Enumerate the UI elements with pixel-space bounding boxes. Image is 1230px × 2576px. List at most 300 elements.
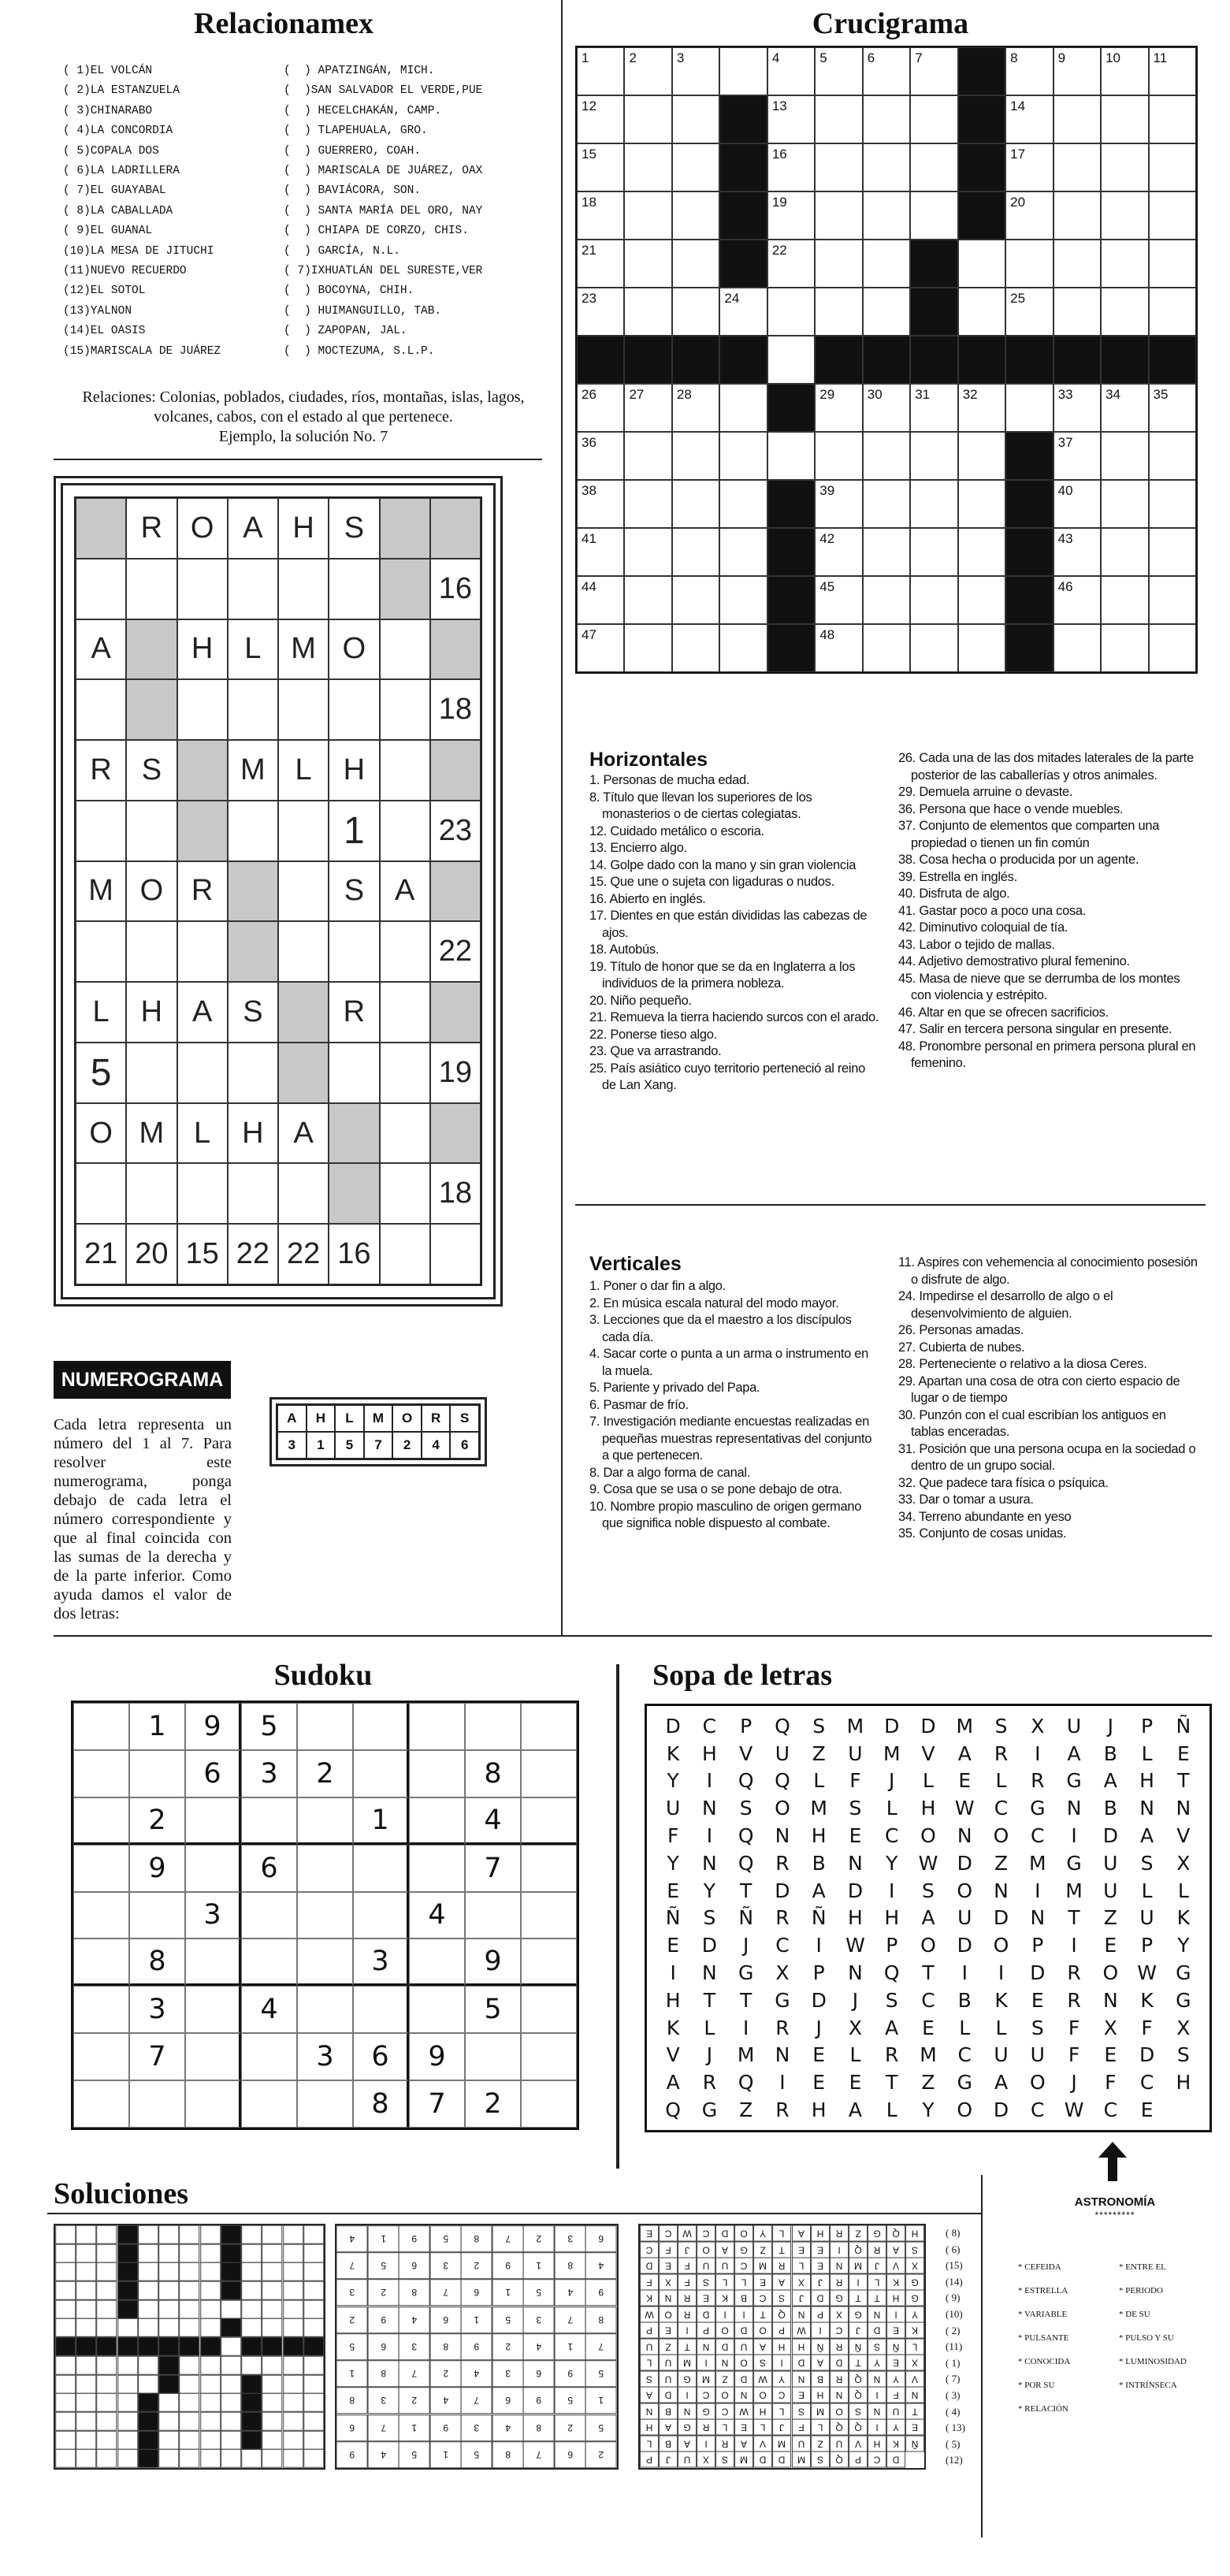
crossword-solution-cell xyxy=(76,2225,96,2244)
clue-number: 15 xyxy=(582,147,596,162)
relacion-row xyxy=(63,281,536,301)
numerograma-cell xyxy=(126,801,177,861)
crossword-solution-cell xyxy=(283,2412,303,2431)
word-search-letter: A xyxy=(921,1906,935,1930)
word-search-letter: T xyxy=(922,1961,935,1985)
word-search-letter: P xyxy=(1031,1934,1044,1957)
word-search-solution-letter: L xyxy=(792,2258,811,2274)
crossword-solution-cell xyxy=(158,2281,179,2300)
word-search-solution-letter: D xyxy=(697,2307,715,2323)
sudoku-cell: 3 xyxy=(241,1750,297,1797)
crossword-cell xyxy=(672,432,719,480)
crossword-cell xyxy=(1005,336,1053,384)
word-search-solution-letter: K xyxy=(640,2290,659,2307)
word-search-solution-letter: K xyxy=(715,2290,734,2307)
crossword-solution-cell xyxy=(262,2375,282,2394)
word-search-solution-letter: O xyxy=(753,2387,772,2403)
sudoku-cell xyxy=(241,1939,297,1986)
clue-number: 41 xyxy=(582,531,596,546)
clue-number: 17 xyxy=(1010,147,1026,162)
crossword-cell xyxy=(1005,191,1053,240)
word-search-letter: E xyxy=(1176,1741,1190,1765)
crossword-solution-cell xyxy=(283,2262,303,2281)
crossword-solution-cell xyxy=(200,2318,221,2337)
word-search-letter: N xyxy=(848,1851,863,1875)
word-search-letter: S xyxy=(994,1714,1008,1738)
numerograma-cell: M xyxy=(278,619,329,680)
word-search-letter: A xyxy=(848,2098,863,2122)
word-search-letter: P xyxy=(812,1961,825,1985)
sudoku-solution-cell: 9 xyxy=(492,2252,524,2279)
crossword-cell xyxy=(624,240,671,288)
word-search-solution-letter: N xyxy=(905,2387,924,2403)
word-search-solution-letter: D xyxy=(830,2355,849,2371)
word-search-solution-letter: N xyxy=(830,2387,849,2403)
numerograma-cell xyxy=(177,1043,228,1103)
numerograma-cell: L xyxy=(76,982,126,1043)
astro-word: * CONOCIDA xyxy=(1018,2357,1071,2366)
clue-number: 2 xyxy=(629,50,637,65)
clue-number: 14 xyxy=(1010,99,1026,113)
relacion-place: ( 1)EL VOLCÁN xyxy=(63,65,153,77)
word-search-solution-letter: X xyxy=(697,2451,715,2468)
relacion-state: ( ) ZAPOPAN, JAL. xyxy=(284,325,407,338)
word-search-letter: D xyxy=(775,1879,790,1902)
word-search-letter: R xyxy=(775,2098,790,2122)
numerograma-cell xyxy=(380,498,430,559)
crossword-solution-cell xyxy=(179,2262,199,2281)
numerograma-cell: M xyxy=(126,1103,177,1164)
relacion-place: (10)LA MESA DE JITUCHI xyxy=(63,244,214,258)
clue-item: 18. Autobús. xyxy=(589,942,660,957)
word-search-solution-letter: Z xyxy=(811,2436,830,2452)
word-search-letter: A xyxy=(957,1741,972,1765)
word-search-letter: X xyxy=(775,1961,790,1985)
numerograma-cell xyxy=(329,921,379,982)
numerograma-cell: S xyxy=(126,740,177,801)
word-search-letter: G xyxy=(1066,1851,1082,1875)
sudoku-cell xyxy=(73,1986,129,2033)
astronomia-title: ASTRONOMÍA xyxy=(1074,2195,1156,2209)
sudoku-solution-cell: 8 xyxy=(555,2252,586,2279)
crossword-cell xyxy=(672,240,719,288)
sudoku-cell xyxy=(129,1892,185,1939)
crossword-solution-cell xyxy=(76,2431,96,2450)
key-letter: R xyxy=(422,1405,451,1432)
clue-item: 23. Que va arrastrando. xyxy=(589,1044,722,1058)
word-search-solution-letter: F xyxy=(886,2387,905,2403)
word-search-solution-letter: L xyxy=(715,2274,734,2291)
sudoku-solution-cell: 9 xyxy=(585,2279,617,2306)
crossword-cell xyxy=(910,432,957,480)
crossword-cell xyxy=(958,336,1005,384)
word-search-letter: F xyxy=(1068,2016,1080,2039)
sudoku-solution-cell: 1 xyxy=(585,2387,617,2414)
sudoku-solution-cell: 7 xyxy=(336,2252,368,2279)
word-search-letter: O xyxy=(775,1797,790,1820)
crossword-cell xyxy=(767,480,815,528)
crossword-cell xyxy=(910,624,957,672)
clue-number: 3 xyxy=(676,50,685,65)
sudoku-solution-cell: 5 xyxy=(399,2441,430,2468)
numerograma-cell: O xyxy=(126,861,177,922)
word-search-solution-letter: G xyxy=(905,2274,924,2291)
crossword-cell xyxy=(863,384,910,432)
word-search-solution-letter: O xyxy=(753,2322,772,2339)
crossword-cell xyxy=(624,624,671,672)
word-search-solution-letter: A xyxy=(753,2339,772,2355)
relacion-place: ( 2)LA ESTANZUELA xyxy=(63,84,180,98)
word-search-solution-letter: D xyxy=(753,2451,772,2468)
crossword-solution-cell xyxy=(221,2318,241,2337)
crossword-cell xyxy=(767,288,815,336)
clue-item: 15. Que une o sujeta con ligaduras o nudos. xyxy=(589,875,834,889)
word-search-letter: K xyxy=(994,1988,1008,2012)
word-search-letter: W xyxy=(1137,1961,1157,1985)
word-search-solution-letter: S xyxy=(811,2451,830,2468)
crossword-solution-cell xyxy=(200,2375,221,2394)
word-search-solution-letter: P xyxy=(772,2322,791,2339)
word-search-solution-letter: G xyxy=(849,2307,868,2323)
sudoku-cell xyxy=(297,1703,353,1750)
crossword-solution-cell xyxy=(241,2262,262,2281)
crossword-solution-cell xyxy=(221,2337,241,2356)
clue-item: 42. Diminutivo coloquial de tía. xyxy=(898,920,1068,935)
word-search-letter: S xyxy=(1031,2016,1044,2039)
crossword-cell xyxy=(767,432,815,480)
word-search-solution-letter: E xyxy=(811,2258,830,2274)
word-search-solution-letter: H xyxy=(753,2403,772,2420)
word-search-letter: A xyxy=(885,2016,899,2039)
crossword-solution-cell xyxy=(117,2244,138,2263)
word-search-letter: U xyxy=(1103,1879,1118,1902)
clue-item: 24. Impedirse el desarrollo de algo o el desenvolvimiento de alguien. xyxy=(898,1289,1113,1321)
word-search-solution-letter: B xyxy=(659,2436,678,2452)
word-search-letter: J xyxy=(816,2016,822,2039)
word-search-solution-letter: M xyxy=(753,2258,772,2274)
word-search-letter: U xyxy=(1103,1851,1118,1875)
numerograma-cell: A xyxy=(278,1103,329,1164)
crossword-solution-cell xyxy=(117,2281,138,2300)
crossword-solution-cell xyxy=(303,2356,324,2375)
word-search-solution-letter: V xyxy=(886,2258,905,2274)
sudoku-cell xyxy=(353,1703,409,1750)
sudoku-cell xyxy=(241,2033,297,2080)
word-search-letter: Ñ xyxy=(738,1906,754,1930)
word-search-solution-letter: Z xyxy=(659,2339,678,2355)
crossword-solution-cell xyxy=(55,2337,76,2356)
crossword-cell xyxy=(719,191,767,240)
word-search-letter: Q xyxy=(738,2071,754,2095)
word-search-letter: C xyxy=(921,1988,935,2012)
crossword-solution-cell xyxy=(55,2393,76,2412)
word-search-solution-letter: C xyxy=(715,2403,734,2420)
crossword-solution-cell xyxy=(283,2337,303,2356)
clue-item: 44. Adjetivo demostrativo plural femenino. xyxy=(898,954,1130,968)
word-search-solution-letter: D xyxy=(811,2290,830,2307)
word-search-solution-letter: R xyxy=(868,2242,886,2258)
numerograma-cell: 22 xyxy=(278,1224,329,1284)
clue-item: 4. Sacar corte o punta a un arma o instrumento en la muela. xyxy=(589,1347,869,1378)
clue-item: 8. Título que llevan los superiores de los monasterios o de ciertas colegiatas. xyxy=(589,790,812,821)
crossword-solution-cell xyxy=(283,2300,303,2319)
sudoku-cell xyxy=(241,1892,297,1939)
sudoku-cell xyxy=(409,1750,465,1797)
word-search-letter: N xyxy=(775,2043,790,2067)
relacion-answer: (14) xyxy=(946,2275,963,2288)
word-search-solution-letter: P xyxy=(640,2451,659,2468)
word-search-solution-letter: C xyxy=(659,2225,678,2242)
numerograma-cell xyxy=(380,801,430,861)
sudoku-cell xyxy=(129,1750,185,1797)
crossword-cell xyxy=(767,143,815,191)
sudoku-cell xyxy=(241,1797,297,1845)
clue-item: 19. Título de honor que se da en Inglaterra a los individuos de la primera nobleza. xyxy=(589,959,856,991)
crossword-solution-cell xyxy=(138,2225,158,2244)
clue-item: 21. Remueva la tierra haciendo surcos con el arado. xyxy=(589,1010,879,1024)
sudoku-cell xyxy=(409,1797,465,1845)
crossword-cell xyxy=(1149,624,1196,672)
numerograma-instructions: Cada letra representa un número del 1 al 7. Para resolver este numerograma, ponga debajo de cada letra el número correspondiente y que al final coincida con las sumas de la derecha y de la parte inferior. Como ayuda damos el valor de dos letras: xyxy=(54,1416,232,1623)
numerograma-cell xyxy=(228,559,278,619)
relacion-state: ( 7)IXHUATLÁN DEL SURESTE,VER xyxy=(284,265,483,278)
crossword-solution-cell xyxy=(138,2262,158,2281)
crossword-solution-cell xyxy=(241,2375,262,2394)
word-search-solution-letter: J xyxy=(811,2274,830,2291)
sudoku-solution-cell: 4 xyxy=(399,2307,430,2333)
crossword-cell xyxy=(719,288,767,336)
numerograma-cell: A xyxy=(228,498,278,559)
word-search-solution-letter: U xyxy=(715,2258,734,2274)
word-search-letter: J xyxy=(706,2043,713,2067)
crossword-solution-cell xyxy=(117,2356,138,2375)
sudoku-solution-cell: 1 xyxy=(368,2225,399,2252)
crossword-cell xyxy=(863,336,910,384)
crossword-cell xyxy=(1005,624,1053,672)
word-search-solution-letter: Z xyxy=(753,2242,772,2258)
crossword-cell xyxy=(815,480,862,528)
relacion-state: ( ) BOCOYNA, CHIH. xyxy=(284,284,414,298)
word-search-solution-letter: N xyxy=(792,2307,811,2323)
numerograma-cell xyxy=(228,861,278,922)
sudoku-grid xyxy=(71,1701,579,2130)
clue-number: 43 xyxy=(1057,531,1073,546)
crossword-solution-cell xyxy=(96,2375,117,2394)
crossword-cell xyxy=(1005,384,1053,432)
word-search-solution-letter: E xyxy=(697,2290,715,2307)
crossword-solution-cell xyxy=(241,2356,262,2375)
word-search-letter: N xyxy=(1066,1797,1082,1820)
sudoku-solution-cell: 9 xyxy=(399,2225,430,2252)
word-search-letter: E xyxy=(1140,2098,1154,2122)
word-search-letter: N xyxy=(1030,1906,1046,1930)
word-search-solution-letter: N xyxy=(697,2339,715,2355)
crossword-cell xyxy=(624,576,671,624)
numerograma-cell xyxy=(430,1103,481,1164)
clue-number: 20 xyxy=(1010,195,1026,210)
word-search-letter: C xyxy=(702,1714,717,1738)
word-search-letter: F xyxy=(1105,2071,1117,2095)
word-search-solution-letter: Ñ xyxy=(905,2436,924,2452)
word-search-letter: E xyxy=(667,1879,680,1902)
word-search-letter: U xyxy=(1030,2043,1045,2067)
key-number: 4 xyxy=(422,1432,451,1459)
numerograma-cell: H xyxy=(329,740,379,801)
sudoku-cell xyxy=(521,1797,577,1845)
word-search-letter: N xyxy=(1176,1797,1191,1820)
word-search-letter: M xyxy=(920,2043,937,2067)
clue-number: 30 xyxy=(867,387,883,402)
sudoku-solution-cell: 4 xyxy=(585,2252,617,2279)
clue-number: 22 xyxy=(771,243,787,258)
word-search-solution-letter: L xyxy=(753,2419,772,2436)
sudoku-solution-cell: 8 xyxy=(430,2333,462,2360)
word-search-solution-letter: X xyxy=(905,2355,924,2371)
word-search-letter: A xyxy=(1140,1824,1154,1848)
crossword-solution-cell xyxy=(241,2431,262,2450)
word-search-letter: C xyxy=(957,2043,972,2067)
word-search-solution-letter: R xyxy=(830,2274,849,2291)
word-search-solution-letter: D xyxy=(715,2225,734,2242)
sudoku-solution-cell: 5 xyxy=(336,2333,368,2360)
sudoku-solution-cell: 7 xyxy=(555,2307,586,2333)
crossword-cell xyxy=(863,191,910,240)
sudoku-solution-cell: 6 xyxy=(461,2279,492,2306)
word-search-letter: T xyxy=(740,1879,752,1902)
word-search-letter: T xyxy=(740,1988,752,2012)
word-search-letter: E xyxy=(849,2071,862,2095)
word-search-letter: N xyxy=(994,1879,1009,1902)
word-search-letter: E xyxy=(812,2071,826,2095)
crossword-cell xyxy=(1101,240,1148,288)
word-search-letter: A xyxy=(994,2071,1009,2095)
word-search-letter: K xyxy=(666,2016,680,2039)
word-search-letter: I xyxy=(742,2016,749,2039)
crossword-solution-cell xyxy=(158,2375,179,2394)
crossword-cell xyxy=(815,432,862,480)
sudoku-solution-cell: 7 xyxy=(430,2279,462,2306)
word-search-letter: K xyxy=(666,1741,680,1765)
relacion-row xyxy=(63,162,536,181)
clue-item: 1. Personas de mucha edad. xyxy=(589,773,750,787)
sudoku-cell xyxy=(465,1703,521,1750)
crossword-solution-cell xyxy=(241,2449,262,2468)
relacion-answer: (12) xyxy=(946,2454,963,2466)
word-search-solution-letter: A xyxy=(792,2225,811,2242)
word-search-solution-letter: P xyxy=(640,2322,659,2339)
word-search-solution-letter: I xyxy=(868,2419,886,2436)
word-search-letter: B xyxy=(1103,1797,1117,1820)
sudoku-cell xyxy=(521,1986,577,2033)
crossword-cell xyxy=(1005,288,1053,336)
crossword-solution-cell xyxy=(96,2262,117,2281)
word-search-letter: D xyxy=(957,1851,972,1875)
word-search-solution-letter: S xyxy=(715,2451,734,2468)
clue-number: 8 xyxy=(1010,50,1018,65)
relacion-state: ( ) SANTA MARÍA DEL ORO, NAY xyxy=(284,204,483,217)
word-search-solution-letter: X xyxy=(905,2258,924,2274)
word-search-letter: O xyxy=(1102,1961,1119,1985)
word-search-solution-letter: D xyxy=(715,2339,734,2355)
crossword-solution-cell xyxy=(241,2281,262,2300)
word-search-letter: M xyxy=(846,1714,864,1738)
numerograma-cell: R xyxy=(126,498,177,559)
word-search-solution-letter: Ñ xyxy=(886,2339,905,2355)
crossword-cell xyxy=(672,576,719,624)
word-search-solution-letter: Z xyxy=(715,2371,734,2388)
numerograma-cell xyxy=(278,559,329,619)
sudoku-solution-cell: 2 xyxy=(523,2225,555,2252)
numerograma-cell: A xyxy=(177,982,228,1043)
clue-item: 46. Altar en que se ofrecen sacrificios. xyxy=(898,1005,1109,1020)
word-search-letter: N xyxy=(702,1851,717,1875)
word-search-letter: O xyxy=(920,1824,936,1848)
clue-item: 9. Cosa que se usa o se pone debajo de otra. xyxy=(589,1482,842,1496)
word-search-letter: R xyxy=(994,1741,1009,1765)
crossword-cell xyxy=(719,47,767,95)
crossword-cell xyxy=(1149,336,1196,384)
word-search-solution-letter: F xyxy=(678,2258,697,2274)
sudoku-cell xyxy=(353,1986,409,2033)
word-search-solution-letter: L xyxy=(772,2403,791,2420)
crossword-solution-cell xyxy=(158,2449,179,2468)
crossword-cell xyxy=(1005,432,1053,480)
numerograma-cell xyxy=(177,921,228,982)
crossword-cell xyxy=(577,95,624,143)
crossword-solution-cell xyxy=(303,2262,324,2281)
word-search-letter: L xyxy=(995,2016,1007,2039)
verticales-title: Verticales xyxy=(589,1253,682,1275)
numerograma-cell: A xyxy=(380,861,430,922)
word-search-solution-letter: A xyxy=(772,2274,791,2291)
word-search-solution-letter: E xyxy=(734,2419,753,2436)
crossword-cell xyxy=(863,240,910,288)
sudoku-solution-cell: 3 xyxy=(430,2252,462,2279)
numerograma-cell xyxy=(430,498,481,559)
word-search-solution-letter: R xyxy=(697,2419,715,2436)
crossword-solution-cell xyxy=(96,2244,117,2263)
word-search-solution-letter: D xyxy=(886,2451,905,2468)
word-search-solution-letter: F xyxy=(659,2242,678,2258)
relacion-answer: (15) xyxy=(946,2259,963,2272)
crossword-solution-cell xyxy=(138,2431,158,2450)
word-search-letter: T xyxy=(703,1988,716,2012)
crossword-cell xyxy=(815,47,862,95)
word-search-solution-letter: Ñ xyxy=(811,2339,830,2355)
word-search-solution-letter: L xyxy=(772,2225,791,2242)
clue-number: 47 xyxy=(582,627,596,642)
crossword-cell xyxy=(958,95,1005,143)
word-search-letter: H xyxy=(811,2098,827,2122)
word-search-solution-letter: W xyxy=(640,2307,659,2323)
word-search-solution-letter: R xyxy=(772,2258,791,2274)
word-search-letter: O xyxy=(920,1934,936,1957)
clue-item: 37. Conjunto de elementos que comparten una propiedad o tienen un fin común xyxy=(898,819,1160,850)
clue-number: 24 xyxy=(724,291,740,306)
crossword-cell xyxy=(1101,576,1148,624)
clue-number: 1 xyxy=(582,50,589,65)
word-search-letter: L xyxy=(995,1769,1007,1793)
sudoku-solution-cell: 9 xyxy=(523,2387,555,2414)
crossword-solution-cell xyxy=(179,2356,199,2375)
crossword-solution-cell xyxy=(76,2393,96,2412)
sudoku-solution-cell: 4 xyxy=(555,2279,586,2306)
sudoku-cell xyxy=(521,2033,577,2080)
word-search-letter: J xyxy=(742,1934,749,1957)
word-search-solution-letter: Y xyxy=(868,2355,886,2371)
word-search-solution-letter: D xyxy=(868,2322,886,2339)
word-search-solution-letter: Q xyxy=(830,2451,849,2468)
